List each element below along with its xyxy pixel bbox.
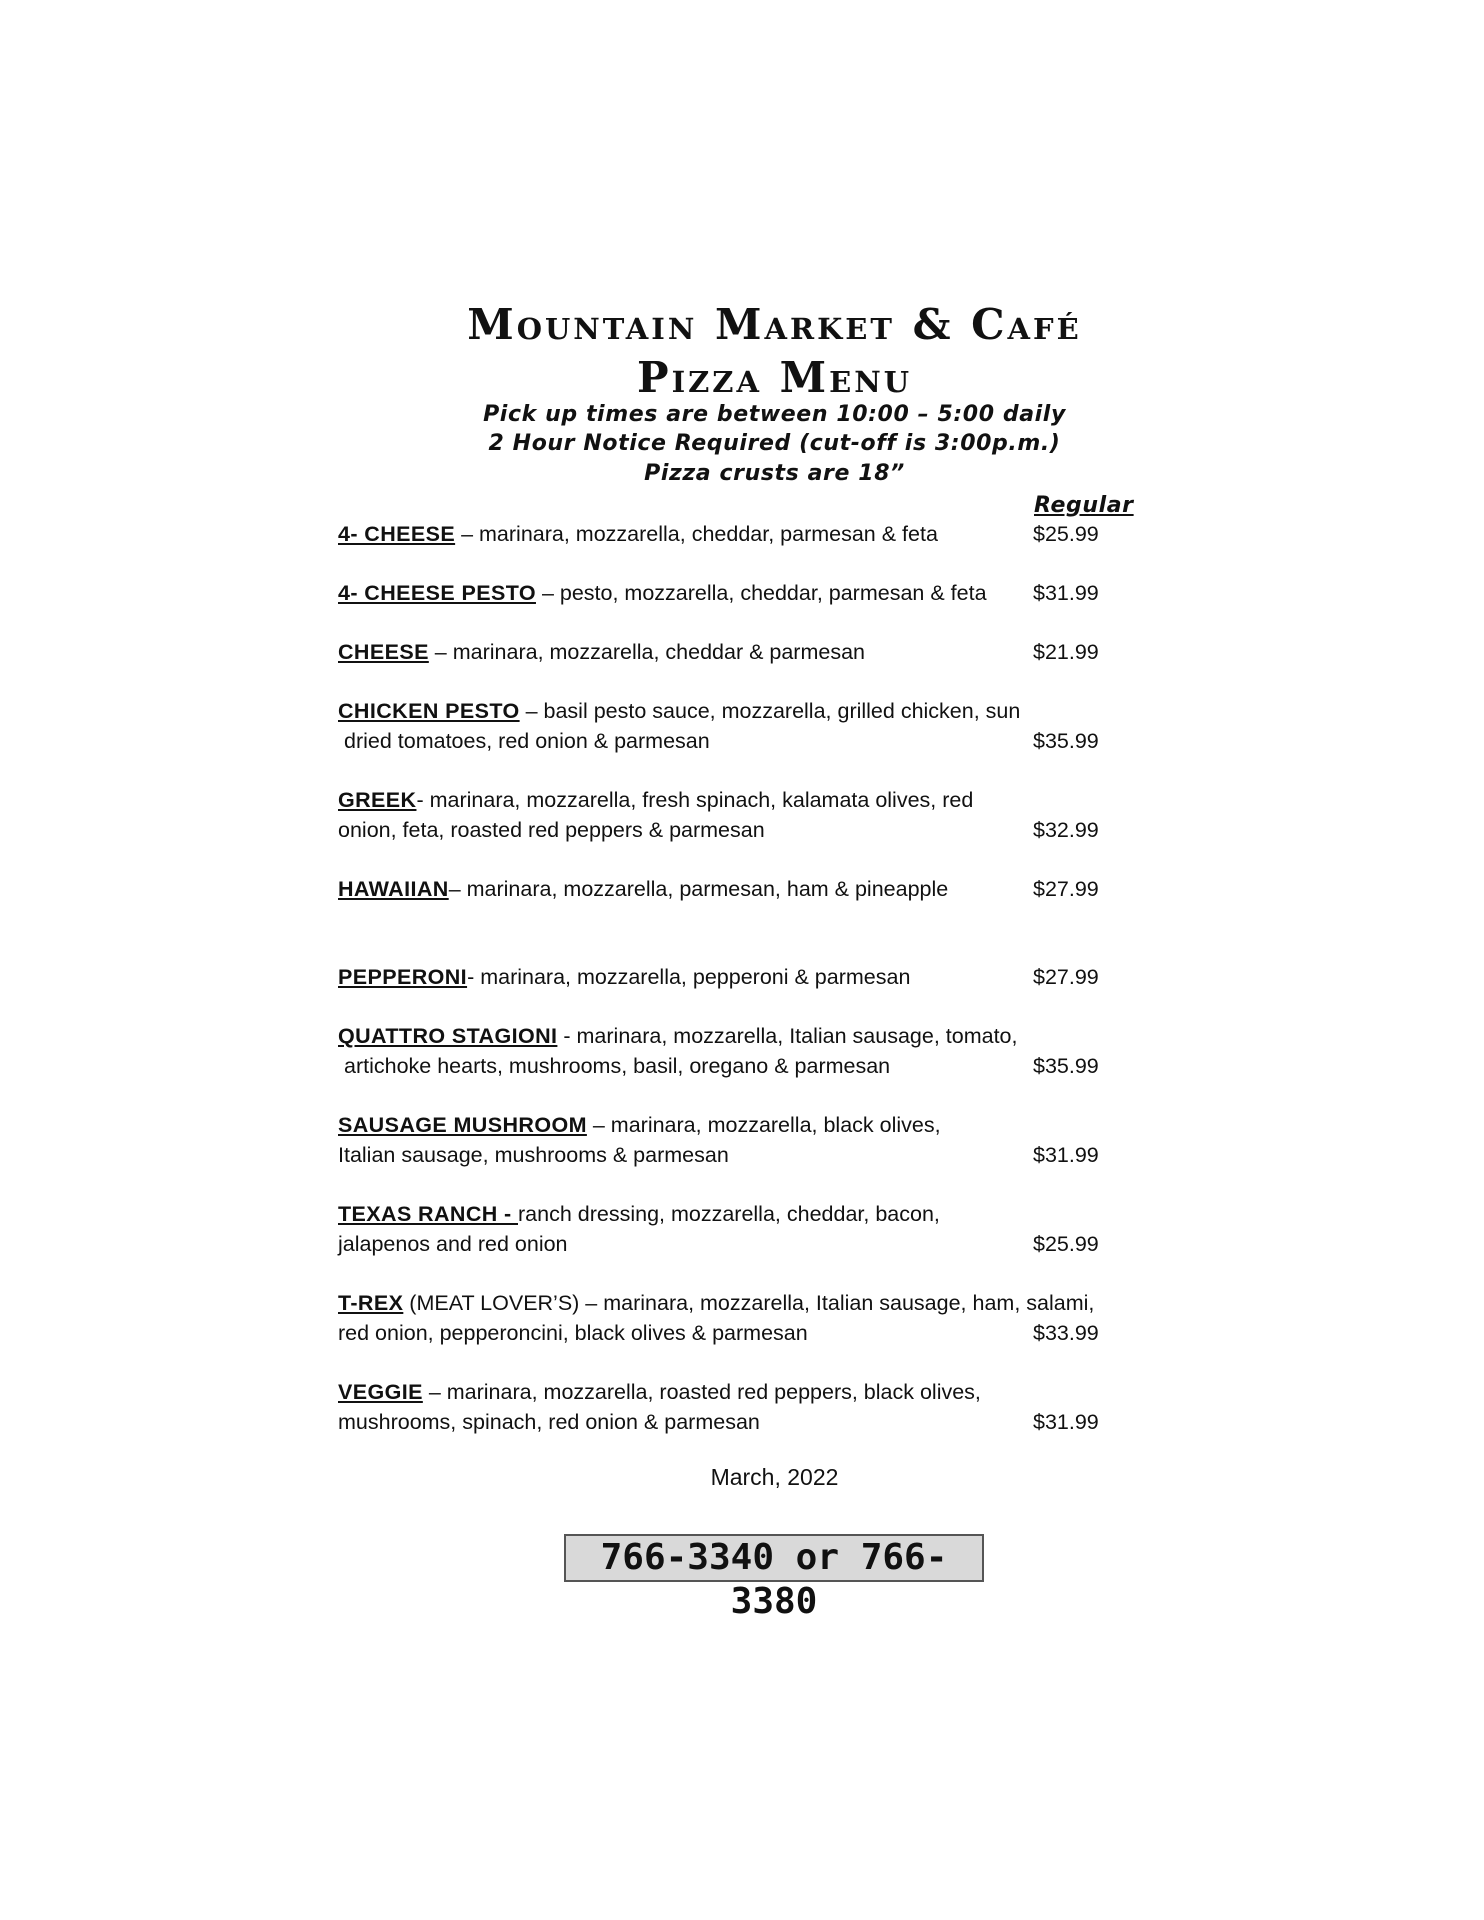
- item-description: – marinara, mozzarella, cheddar, parmesan & feta: [455, 522, 938, 546]
- item-description: – marinara, mozzarella, cheddar & parmesan: [428, 640, 866, 664]
- crust-size: Pizza crusts are 18”: [644, 461, 905, 486]
- item-description: - marinara, mozzarella, pepperoni & parmesan: [467, 965, 911, 989]
- item-name: 4- CHEESE PESTO: [338, 581, 536, 605]
- menu-item-cheese: [338, 637, 1138, 667]
- menu-item-chicken-pesto: [338, 696, 1138, 756]
- item-name: PEPPERONI: [338, 965, 468, 989]
- item-description: ranch dressing, mozzarella, cheddar, bacon,: [518, 1202, 940, 1226]
- pickup-times: Pick up times are between 10:00 – 5:00 daily: [483, 402, 1066, 427]
- price-column-header: Regular: [1034, 493, 1134, 518]
- menu-title: Pizza Menu: [636, 353, 912, 402]
- item-name: QUATTRO STAGIONI: [338, 1024, 558, 1048]
- item-name: 4- CHEESE: [338, 522, 456, 546]
- item-price: $33.99: [1033, 1321, 1099, 1345]
- item-description: - marinara, mozzarella, fresh spinach, kalamata olives, red: [416, 788, 974, 812]
- item-price: $35.99: [1033, 729, 1099, 753]
- item-description: - marinara, mozzarella, Italian sausage, tomato,: [557, 1024, 1018, 1048]
- menu-item-veggie: [338, 1377, 1138, 1437]
- item-name: GREEK: [338, 788, 417, 812]
- item-description-cont: dried tomatoes, red onion & parmesan: [344, 729, 710, 753]
- item-name: TEXAS RANCH -: [338, 1202, 518, 1226]
- menu-item-quattro-stagioni: [338, 1021, 1138, 1081]
- item-price: $31.99: [1033, 1410, 1099, 1434]
- item-description-cont: mushrooms, spinach, red onion & parmesan: [338, 1410, 760, 1434]
- item-description-cont: Italian sausage, mushrooms & parmesan: [338, 1143, 729, 1167]
- item-description-cont: jalapenos and red onion: [338, 1232, 568, 1256]
- menu-item-t-rex: [338, 1288, 1138, 1348]
- item-price: $31.99: [1033, 581, 1099, 605]
- item-description-cont: red onion, pepperoncini, black olives & parmesan: [338, 1321, 808, 1345]
- item-description: – pesto, mozzarella, cheddar, parmesan & feta: [535, 581, 987, 605]
- item-price: $32.99: [1033, 818, 1099, 842]
- item-price: $25.99: [1033, 1232, 1099, 1256]
- menu-date: March, 2022: [710, 1464, 839, 1490]
- item-description: – marinara, mozzarella, roasted red peppers, black olives,: [422, 1380, 981, 1404]
- item-name: HAWAIIAN: [338, 877, 449, 901]
- item-description: (MEAT LOVER’S) – marinara, mozzarella, Italian sausage, ham, salami,: [403, 1291, 1095, 1315]
- item-name: CHEESE: [338, 640, 429, 664]
- pizza-list: [338, 519, 1138, 1437]
- item-name: T-REX: [338, 1291, 404, 1315]
- item-description-cont: onion, feta, roasted red peppers & parmesan: [338, 818, 765, 842]
- item-price: $35.99: [1033, 1054, 1099, 1078]
- item-description: – basil pesto sauce, mozzarella, grilled chicken, sun: [519, 699, 1021, 723]
- item-name: VEGGIE: [338, 1380, 423, 1404]
- business-name: Mountain Market & Café: [467, 300, 1082, 349]
- item-description: – marinara, mozzarella, parmesan, ham & pineapple: [448, 877, 949, 901]
- item-price: $21.99: [1033, 640, 1099, 664]
- item-price: $25.99: [1033, 522, 1099, 546]
- menu-item-pepperoni: [338, 962, 1138, 992]
- menu-item-hawaiian: [338, 874, 1138, 904]
- notice-required: 2 Hour Notice Required (cut-off is 3:00p.m.): [488, 431, 1061, 456]
- phone-numbers: 766-3340 or 766-3380: [564, 1534, 984, 1582]
- menu-item-greek: [338, 785, 1138, 845]
- item-name: SAUSAGE MUSHROOM: [338, 1113, 587, 1137]
- item-price: $27.99: [1033, 965, 1099, 989]
- item-price: $31.99: [1033, 1143, 1099, 1167]
- item-price: $27.99: [1033, 877, 1099, 901]
- item-description-cont: artichoke hearts, mushrooms, basil, oregano & parmesan: [344, 1054, 891, 1078]
- menu-item-4-cheese-pesto: [338, 578, 1138, 608]
- item-description: – marinara, mozzarella, black olives,: [586, 1113, 941, 1137]
- menu-item-4-cheese: [338, 519, 1138, 549]
- menu-item-sausage-mushroom: [338, 1110, 1138, 1170]
- menu-item-texas-ranch: [338, 1199, 1138, 1259]
- item-name: CHICKEN PESTO: [338, 699, 520, 723]
